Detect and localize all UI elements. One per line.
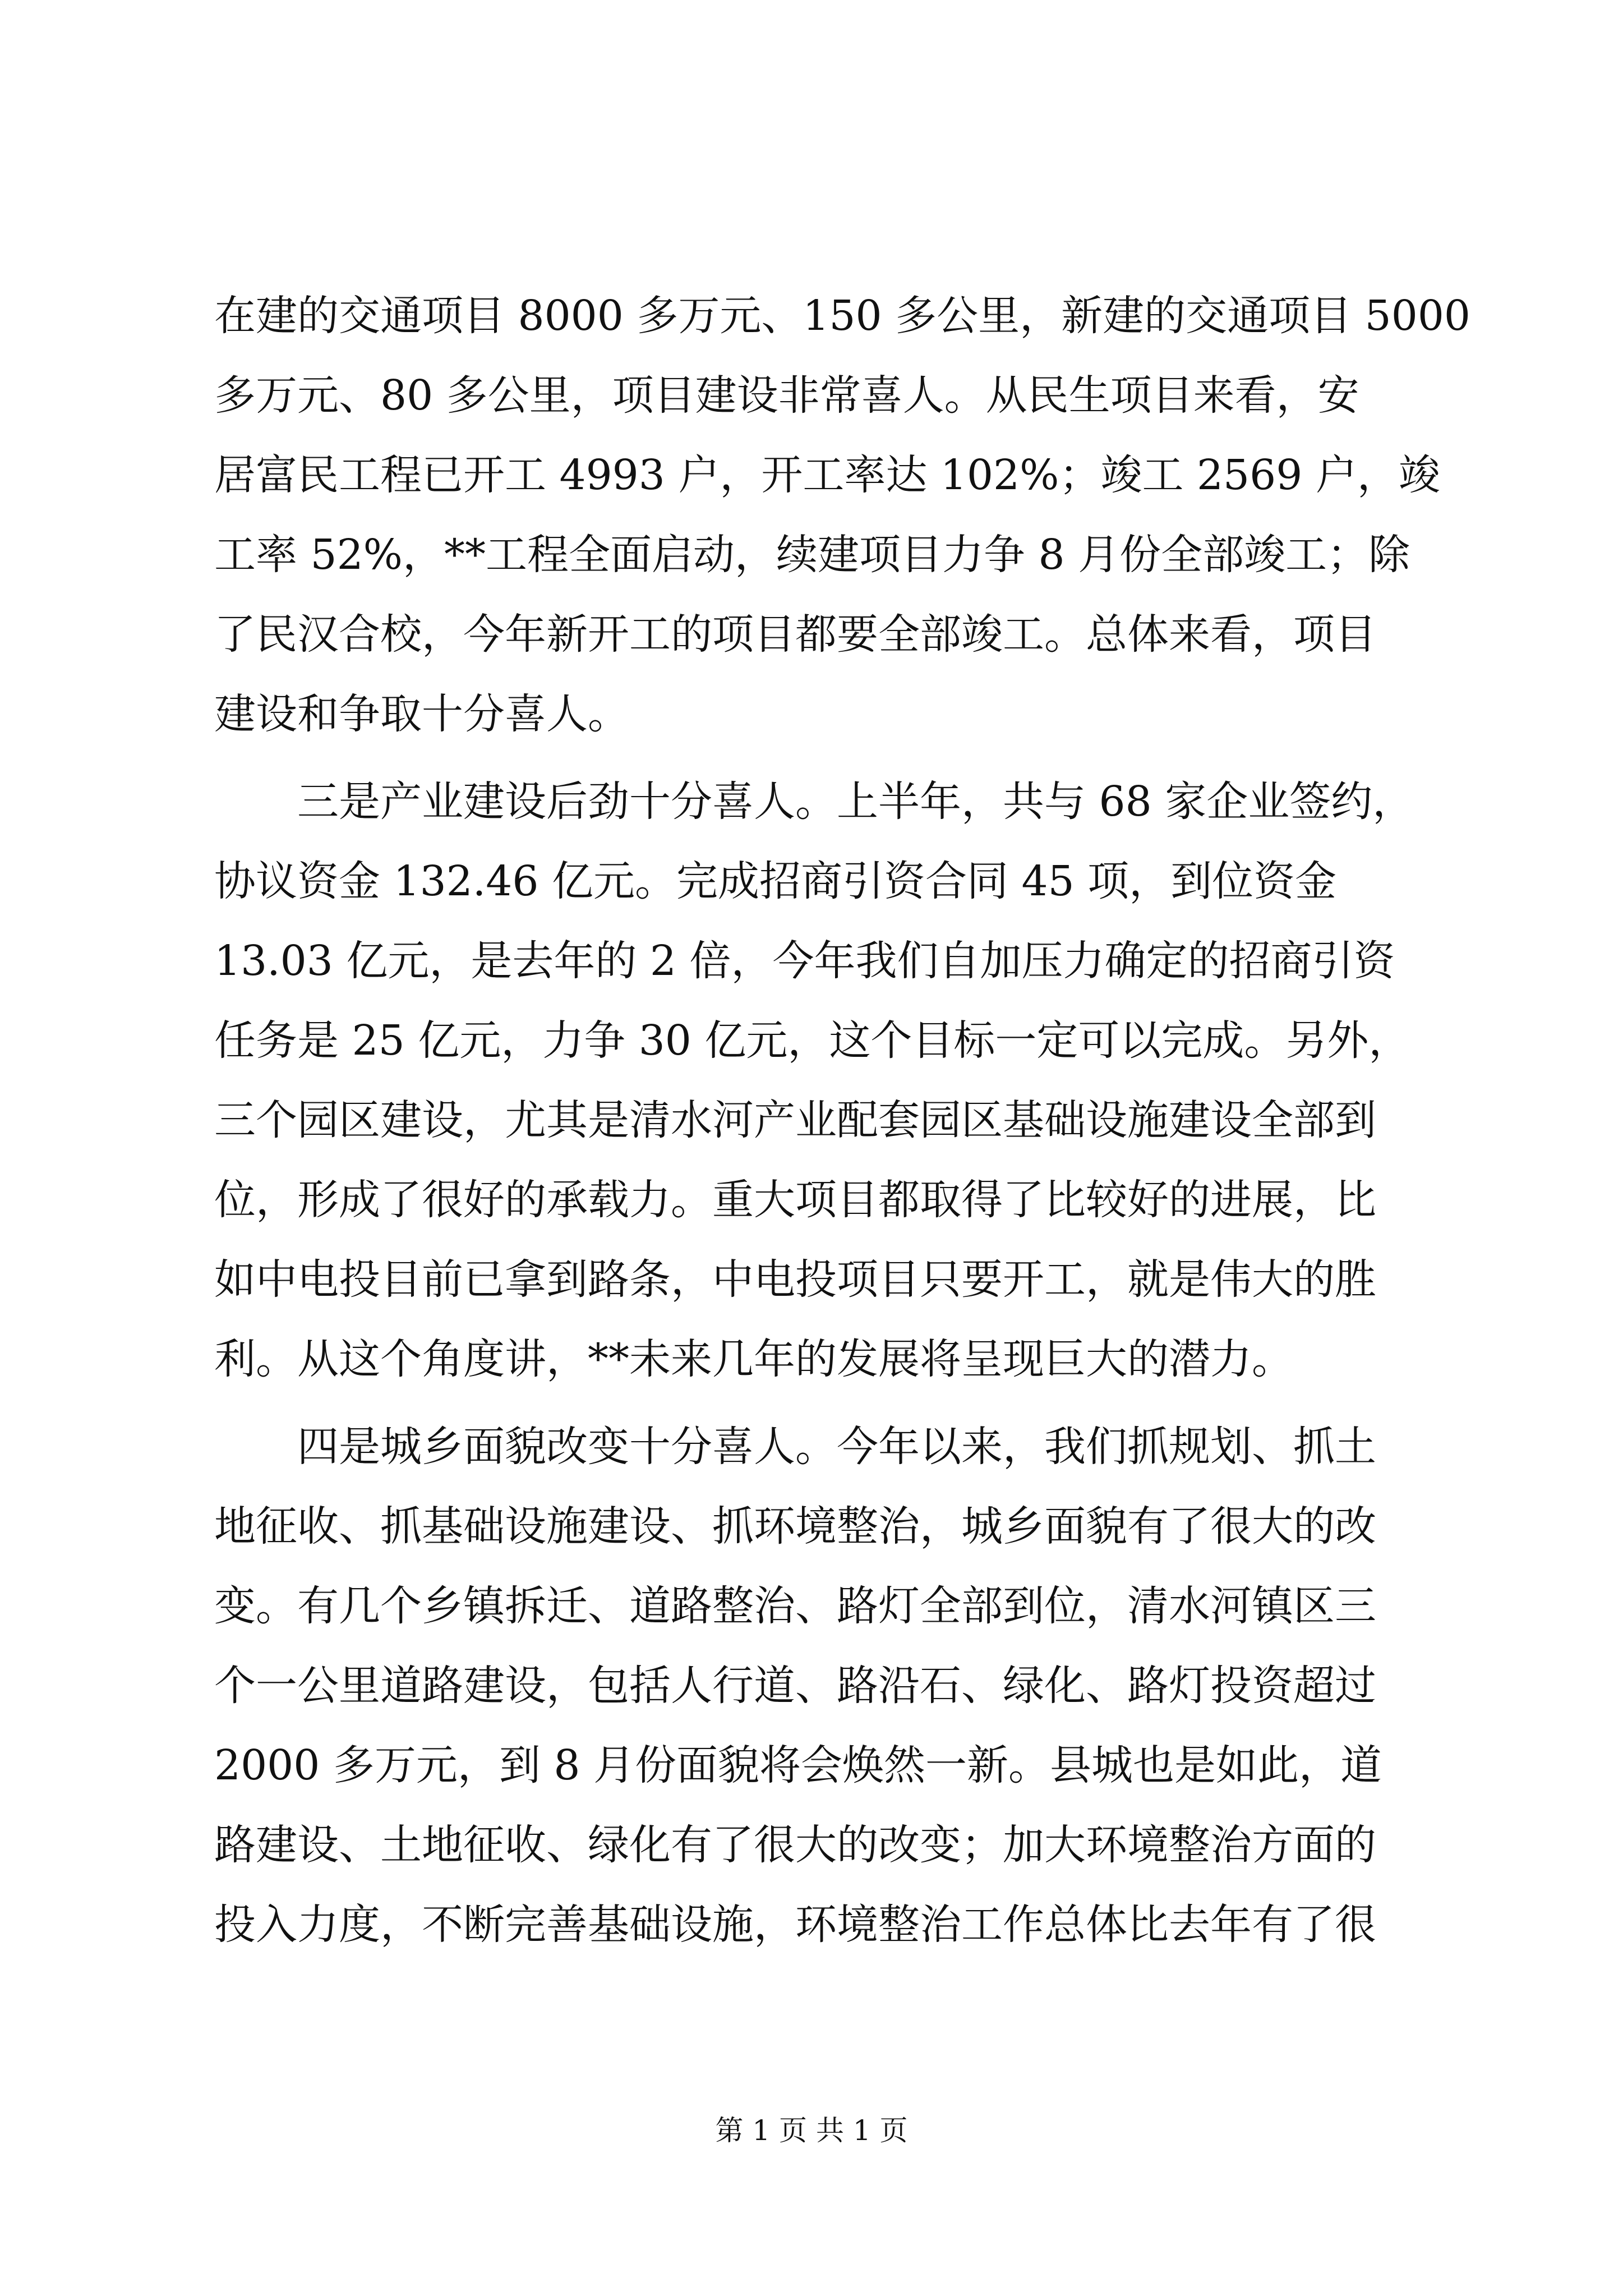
page-number-footer: 第 1 页 共 1 页 [715,2114,908,2147]
text-line: 个一公里道路建设，包括人行道、路沿石、绿化、路灯投资超过 [214,1662,1376,1710]
text-line: 多万元、80 多公里，项目建设非常喜人。从民生项目来看，安 [214,371,1359,420]
text-line: 如中电投目前已拿到路条，中电投项目只要开工，就是伟大的胜 [214,1255,1376,1304]
text-line: 工率 52%，**工程全面启动，续建项目力争 8 月份全部竣工；除 [214,531,1410,579]
text-line: 任务是 25 亿元，力争 30 亿元，这个目标一定可以完成。另外， [214,1016,1410,1065]
text-line: 四是城乡面貌改变十分喜人。今年以来，我们抓规划、抓土 [214,1423,1376,1471]
text-line: 2000 多万元，到 8 月份面貌将会焕然一新。县城也是如此，道 [214,1741,1382,1789]
text-line: 变。有几个乡镇拆迁、道路整治、路灯全部到位，清水河镇区三 [214,1582,1376,1630]
text-line: 利。从这个角度讲，**未来几年的发展将呈现巨大的潜力。 [214,1335,1293,1383]
text-line: 了民汉合校，今年新开工的项目都要全部竣工。总体来看，项目 [214,610,1376,659]
text-line: 投入力度，不断完善基础设施，环境整治工作总体比去年有了很 [214,1901,1376,1949]
text-line: 路建设、土地征收、绿化有了很大的改变；加大环境整治方面的 [214,1821,1376,1869]
paragraph-gap [214,1399,1440,1407]
text-line: 13.03 亿元，是去年的 2 倍，今年我们自加压力确定的招商引资 [214,937,1395,985]
text-line: 位，形成了很好的承载力。重大项目都取得了比较好的进展，比 [214,1176,1376,1224]
text-line: 居富民工程已开工 4993 户，开工率达 102%；竣工 2569 户，竣 [214,451,1440,499]
text-line: 三个园区建设，尤其是清水河产业配套园区基础设施建设全部到 [214,1096,1376,1144]
text-line: 在建的交通项目 8000 多万元、150 多公里，新建的交通项目 5000 [214,292,1470,340]
paragraph-gap [214,754,1440,762]
text-line: 协议资金 132.46 亿元。完成招商引资合同 45 项，到位资金 [214,857,1337,905]
text-line: 地征收、抓基础设施建设、抓环境整治，城乡面貌有了很大的改 [214,1502,1376,1550]
text-line: 建设和争取十分喜人。 [214,690,629,738]
document-body [214,276,1470,1964]
text-line: 三是产业建设后劲十分喜人。上半年，共与 68 家企业签约， [214,777,1414,826]
